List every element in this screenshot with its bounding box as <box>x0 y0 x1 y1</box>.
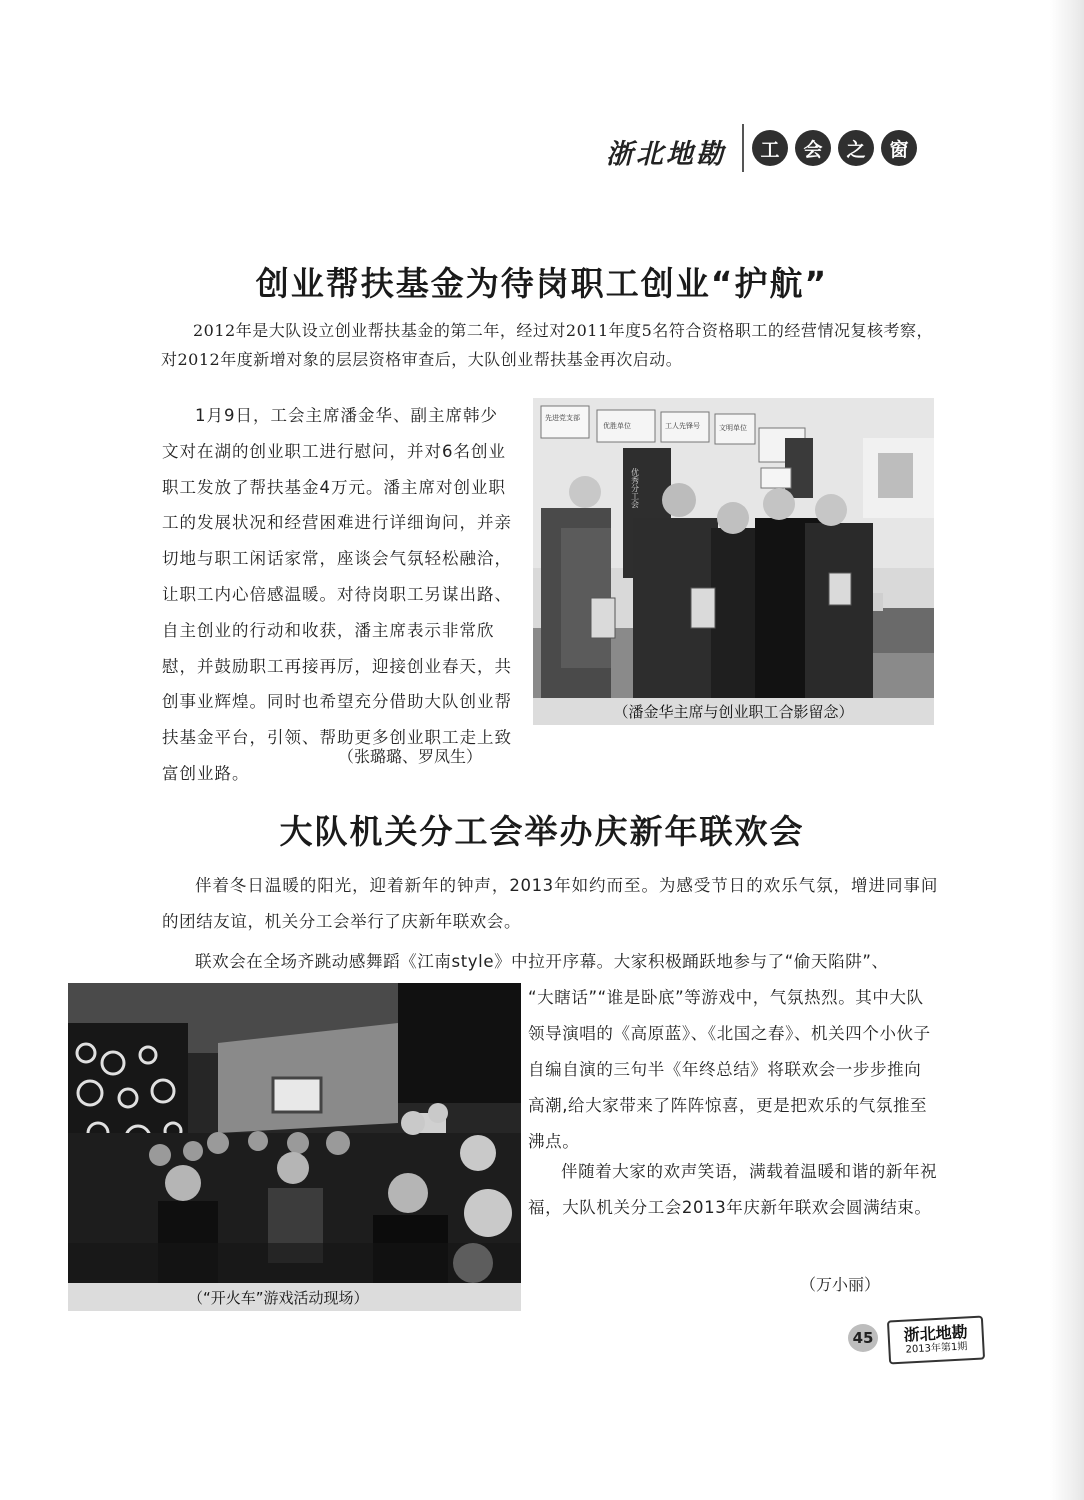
group-photo-caption: （潘金华主席与创业职工合影留念） <box>533 698 934 725</box>
footer-brand: 浙北地勘 <box>903 1322 969 1345</box>
article2-paragraph-1: 伴着冬日温暖的阳光，迎着新年的钟声，2013年如约而至。为感受节日的欢乐气氛，增进同事间的团结友谊，机关分工会举行了庆新年联欢会。 <box>162 876 938 931</box>
section-badge: 之 <box>838 130 874 166</box>
plaque-text: 先进党支部 <box>545 414 580 422</box>
article2-author: （万小丽） <box>800 1275 881 1294</box>
section-badges <box>752 130 917 166</box>
article2-paragraph-2-continued: “大瞎话”“谁是卧底”等游戏中，气氛热烈。其中大队领导演唱的《高原蓝》、《北国之春》、机关四个小伙子自编自演的三句半《年终总结》将联欢会一步步推向高潮,给大家带来了阵阵惊喜，更是把欢乐的气氛推至沸点。 <box>528 988 931 1151</box>
article1-author: （张璐璐、罗凤生） <box>338 747 483 766</box>
footer-issue: 2013年第1期 <box>905 1341 968 1356</box>
section-badge: 工 <box>752 130 788 166</box>
section-badge: 会 <box>795 130 831 166</box>
plaque-text: 工人先锋号 <box>665 422 700 430</box>
article1-lead: 2012年是大队设立创业帮扶基金的第二年，经过对2011年度5名符合资格职工的经营情况复核考察，对2012年度新增对象的层层资格审查后，大队创业帮扶基金再次启动。 <box>161 321 933 369</box>
group-photo <box>533 398 934 698</box>
article2-paragraph-2-start: 联欢会在全场齐跳动感舞蹈《江南style》中拉开序幕。大家积极踊跃地参与了“偷天陷阱”、 <box>195 952 889 971</box>
plaque-text: 文明单位 <box>719 424 747 432</box>
page-edge-shadow <box>1050 0 1084 1500</box>
party-photo <box>68 983 521 1283</box>
page-number: 45 <box>848 1324 878 1352</box>
plaque-text: 优秀分工会 <box>630 468 640 508</box>
header-divider <box>742 124 744 172</box>
party-photo-caption: （“开火车”游戏活动现场） <box>68 1283 521 1311</box>
magazine-brand: 浙北地勘 <box>606 139 726 170</box>
article2-paragraph-3: 伴随着大家的欢声笑语，满载着温暖和谐的新年祝福，大队机关分工会2013年庆新年联欢会圆满结束。 <box>528 1162 938 1217</box>
section-badge: 窗 <box>881 130 917 166</box>
article1-title: 创业帮扶基金为待岗职工创业“护航” <box>255 264 829 303</box>
plaque-text: 优胜单位 <box>603 422 631 430</box>
article2-title: 大队机关分工会举办庆新年联欢会 <box>279 812 805 851</box>
article1-body: 1月9日，工会主席潘金华、副主席韩少文对在湖的创业职工进行慰问，并对6名创业职工发放了帮扶基金4万元。潘主席对创业职工的发展状况和经营困难进行详细询问，并亲切地与职工闲话家常，座谈会气氛轻松融洽，让职工内心倍感温暖。对待岗职工另谋出路、自主创业的行动和收获，潘主席表示非常欣慰，并鼓励职工再接再厉，迎接创业春天，共创事业辉煌。同时也希望充分借助大队创业帮扶基金平台，引领、帮助更多创业职工走上致富创业路。 <box>162 406 512 783</box>
footer-logo <box>887 1316 985 1365</box>
